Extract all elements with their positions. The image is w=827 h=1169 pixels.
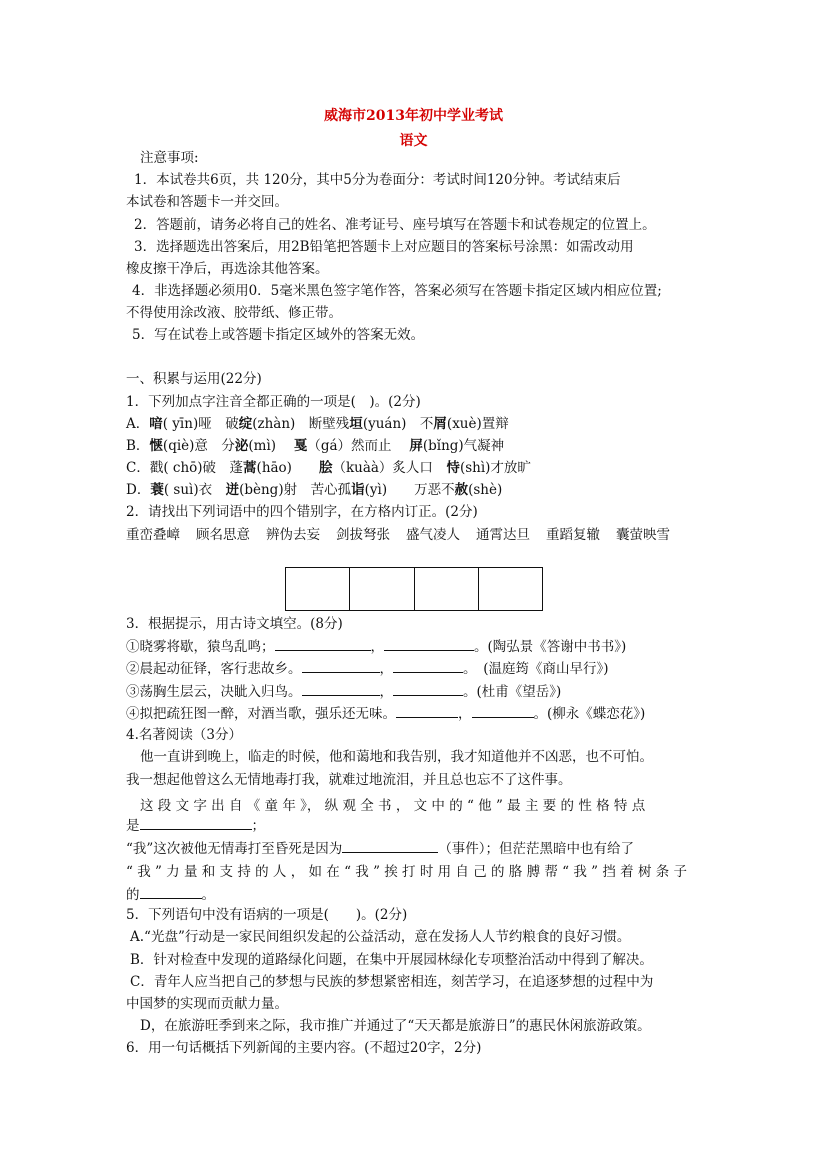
note-4a: 4．非选择题必须用0．5毫米黑色签字笔作答，答案必须写在答题卡指定区域内相应位置; xyxy=(132,283,662,299)
answer-cell[interactable] xyxy=(286,568,349,610)
exam-title: 威海市2013年初中学业考试 xyxy=(324,108,503,124)
q3-line-3: ③荡胸生层云，决眦入归鸟。 ， 。(杜甫《望岳》) xyxy=(126,681,561,702)
q5-option-b: B．针对检查中发现的道路绿化问题，在集中开展园林绿化专项整治活动中得到了解决。 xyxy=(130,952,653,968)
note-4b: 不得使用涂改液、胶带纸、修正带。 xyxy=(126,305,342,321)
list-item: 囊萤映雪 xyxy=(616,527,670,543)
q3-stem: 3．根据提示，用古诗文填空。(8分) xyxy=(126,616,343,632)
q5-stem: 5．下列语句中没有语病的一项是( )。(2分) xyxy=(126,907,408,923)
q4-question-2: 是 ； xyxy=(126,815,265,836)
q3-line-2: ②晨起动征铎，客行悲故乡。 ， 。 (温庭筠《商山早行》) xyxy=(126,658,609,679)
list-item: 重蹈复辙 xyxy=(546,527,600,543)
list-item: 盛气凌人 xyxy=(406,527,460,543)
q1-option-c: C．戳( chō)破 蓬蒿(hāo) 脍（kuàà）炙人口 恃(shì)才放旷 xyxy=(126,460,531,476)
note-5: 5．写在试卷上或答题卡指定区域外的答案无效。 xyxy=(132,327,425,343)
answer-cell[interactable] xyxy=(478,568,542,610)
blank[interactable] xyxy=(384,636,474,651)
blank[interactable] xyxy=(342,838,438,853)
note-1b: 本试卷和答题卡一并交回。 xyxy=(126,194,288,210)
blank[interactable] xyxy=(302,658,380,673)
list-item: 顾名思意 xyxy=(196,527,250,543)
list-item: 剑拔弩张 xyxy=(336,527,390,543)
note-1a: 1．本试卷共6页，共 120分，其中5分为卷面分：考试时间120分钟。考试结束后 xyxy=(134,172,621,188)
q4-question-3: “我”这次被他无情毒打至昏死是因为 （事件）；但茫茫黑暗中也有给了 xyxy=(126,838,634,859)
answer-cell[interactable] xyxy=(414,568,478,610)
q1-option-b: B．惬(qiè)意 分泌(mì) 戛（gá）然而止 屏(bǐng)气凝神 xyxy=(126,438,505,454)
q3-line-4: ④拟把疏狂图一醉，对酒当歌，强乐还无味。 ， 。(柳永《蝶恋花》) xyxy=(126,703,645,724)
blank[interactable] xyxy=(140,884,202,899)
q4-stem: 4.名著阅读（3分） xyxy=(126,727,242,743)
q6-stem: 6．用一句话概括下列新闻的主要内容。(不超过20字，2分) xyxy=(126,1040,482,1056)
answer-cell[interactable] xyxy=(349,568,413,610)
q5-option-d: D，在旅游旺季到来之际，我市推广并通过了“天天都是旅游日”的惠民休闲旅游政策。 xyxy=(140,1018,651,1034)
q3-line-1: ①晓雾将歇，猿鸟乱鸣； ， 。(陶弘景《答谢中书书》) xyxy=(126,636,626,657)
q1-option-d: D．蓑( suì)衣 迸(bèng)射 苦心孤诣(yì) 万恶不赦(shè) xyxy=(126,482,503,498)
notes-heading: 注意事项: xyxy=(140,150,199,166)
exam-subject: 语文 xyxy=(399,133,428,149)
blank[interactable] xyxy=(393,681,463,696)
note-3b: 橡皮擦干净后，再选涂其他答案。 xyxy=(126,261,329,277)
q4-passage-2: 我一想起他曾这么无情地毒打我，就难过地流泪，并且总也忘不了这件事。 xyxy=(126,772,572,788)
q2-word-list xyxy=(126,525,686,545)
list-item: 通霄达旦 xyxy=(476,527,530,543)
q2-stem: 2．请找出下列词语中的四个错别字，在方格内订正。(2分) xyxy=(126,504,478,520)
q5-option-c1: C．青年人应当把自己的梦想与民族的梦想紧密相连，刻苦学习，在追逐梦想的过程中为 xyxy=(130,974,654,990)
blank[interactable] xyxy=(396,703,458,718)
list-item: 重峦叠嶂 xyxy=(126,527,180,543)
blank[interactable] xyxy=(275,636,371,651)
q4-passage-1: 他一直讲到晚上，临走的时候，他和蔼地和我告别，我才知道他并不凶恶，也不可怕。 xyxy=(140,749,653,765)
q1-stem: 1．下列加点字注音全都正确的一项是( )。(2分) xyxy=(126,394,421,410)
q5-option-c2: 中国梦的实现而贡献力量。 xyxy=(126,996,288,1012)
note-2: 2．答题前，请务必将自己的姓名、准考证号、座号填写在答题卡和试卷规定的位置上。 xyxy=(134,217,656,233)
q4-question-1: 这 段 文 字 出 自 《 童 年 》， 纵 观 全 书 ， 文 中 的 “ 他 ” 最 主 要 的 性 格 特 点 xyxy=(140,798,646,814)
blank[interactable] xyxy=(393,658,463,673)
q5-option-a: A.“光盘”行动是一家民间组织发起的公益活动，意在发扬人人节约粮食的良好习惯。 xyxy=(130,929,631,945)
q1-option-a: A．喑( yīn)哑 破绽(zhàn) 断壁残垣(yuán) 不屑(xuè)置辩 xyxy=(126,416,509,432)
blank[interactable] xyxy=(472,703,534,718)
blank[interactable] xyxy=(302,681,380,696)
list-item: 辨伪去妄 xyxy=(266,527,320,543)
q4-question-4: “ 我 ” 力 量 和 支 持 的 人 ， 如 在 “ 我 ” 挨 打 时 用 自 己 的 胳 膊 帮 “ 我 ” 挡 着 树 条 子 xyxy=(126,864,688,880)
q4-question-5: 的 。 xyxy=(126,884,215,905)
blank[interactable] xyxy=(140,815,252,830)
q2-answer-grid xyxy=(285,567,543,611)
note-3a: 3．选择题选出答案后，用2B铅笔把答题卡上对应题目的答案标号涂黑：如需改动用 xyxy=(134,239,634,255)
section1-heading: 一、积累与运用(22分) xyxy=(126,371,262,387)
